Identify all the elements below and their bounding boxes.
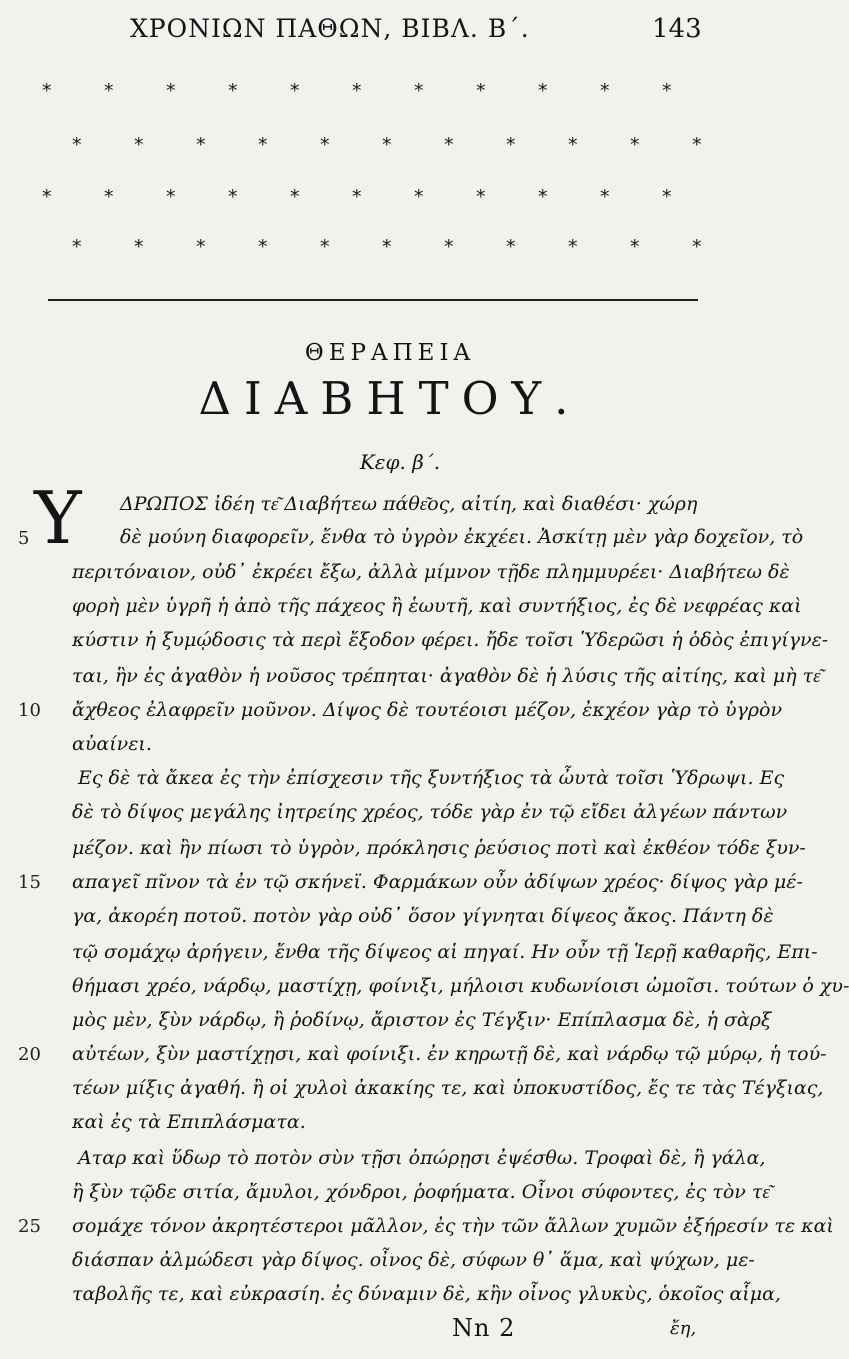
line-number: 5	[18, 528, 30, 549]
star-ornament: *	[290, 80, 300, 102]
text-line: τῷ σομάχῳ ἀρήγειν, ἔνθα τῆς δίψεος αἱ πηγαί. Ην οὖν τῇ Ἱερῇ καθαρῆς, Επι-	[72, 941, 818, 963]
text-line: απαγεῖ πῖνον τὰ ἐν τῷ σκήνεϊ. Φαρμάκων οὖν ἀδίψων χρέος· δίψος γὰρ μέ-	[72, 871, 803, 893]
star-ornament: *	[320, 134, 330, 156]
star-ornament: *	[134, 236, 144, 258]
star-ornament: *	[290, 186, 300, 208]
text-line: περιτόναιον, οὐδ᾽ ἐκρέει ἔξω, ἀλλὰ μίμνον τῇδε πλημμυρέει· Διαβήτεω δὲ	[72, 561, 790, 583]
drop-capital: Υ	[34, 476, 82, 560]
star-ornament: *	[166, 80, 176, 102]
star-ornament: *	[166, 186, 176, 208]
star-ornament: *	[444, 236, 454, 258]
star-ornament: *	[568, 236, 578, 258]
text-line: γα, ἀκορέη ποτοῦ. ποτὸν γὰρ οὐδ᾽ ὅσον γίγνηται δίψεος ἄκος. Πάντη δὲ	[72, 905, 774, 927]
text-line: Ες δὲ τὰ ἄκεα ἐς τὴν ἐπίσχεσιν τῆς ξυντήξιος τὰ ὦυτὰ τοῖσι Ὑδρωψι. Ες	[78, 767, 785, 789]
star-ornament: *	[538, 186, 548, 208]
page-number: 143	[652, 14, 702, 44]
star-ornament: *	[662, 186, 672, 208]
star-ornament: *	[228, 186, 238, 208]
star-ornament: *	[382, 236, 392, 258]
star-ornament: *	[568, 134, 578, 156]
star-ornament: *	[42, 80, 52, 102]
star-ornament: *	[196, 236, 206, 258]
star-ornament: *	[320, 236, 330, 258]
running-head: ΧΡΟΝΙΩΝ ΠΑΘΩΝ, ΒΙΒΛ. Β΄.	[130, 14, 530, 43]
star-ornament: *	[476, 186, 486, 208]
star-ornament: *	[196, 134, 206, 156]
horizontal-rule	[48, 299, 698, 301]
text-line: ται, ἣν ἐς ἀγαθὸν ἡ νοῦσος τρέπηται· ἀγαθὸν δὲ ἡ λύσις τῆς αἰτίης, καὶ μὴ τε͂	[72, 665, 821, 687]
section-heading-large: ΔΙΑΒΗΤΟΥ.	[198, 372, 582, 425]
star-ornament: *	[630, 236, 640, 258]
text-line: αὐτέων, ξὺν μαστίχῃσι, καὶ φοίνιξι. ἐν κηρωτῇ δὲ, καὶ νάρδῳ τῷ μύρῳ, ἡ τού-	[72, 1043, 827, 1065]
star-ornament: *	[506, 236, 516, 258]
chapter-label: Κεφ. β΄.	[359, 450, 441, 474]
text-line: Αταρ καὶ ὕδωρ τὸ ποτὸν σὺν τῇσι ὀπώρῃσι ἐψέσθω. Τροφαὶ δὲ, ἢ γάλα,	[78, 1147, 766, 1169]
star-ornament: *	[134, 134, 144, 156]
text-line: δὲ τὸ δίψος μεγάλης ἰητρείης χρέος, τόδε γὰρ ἐν τῷ εἴδει ἀλγέων πάντων	[72, 801, 788, 823]
star-ornament: *	[258, 134, 268, 156]
star-ornament: *	[476, 80, 486, 102]
star-ornament: *	[444, 134, 454, 156]
star-ornament: *	[692, 134, 702, 156]
text-line: τέων μίξις ἀγαθή. ἢ οἱ χυλοὶ ἀκακίης τε, καὶ ὑποκυστίδος, ἔς τε τὰς Τέγξιας,	[72, 1077, 824, 1099]
text-line: θήμασι χρέο, νάρδῳ, μαστίχῃ, φοίνιξι, μήλοισι κυδωνίοισι ὠμοῖσι. τούτων ὁ χυ-	[72, 975, 849, 997]
star-ornament: *	[600, 186, 610, 208]
catchword: ἔη,	[670, 1318, 697, 1339]
star-ornament: *	[630, 134, 640, 156]
text-line: μὸς μὲν, ξὺν νάρδῳ, ἢ ῥοδίνῳ, ἄριστον ἐς Τέγξιν· Επίπλασμα δὲ, ἡ σὰρξ	[72, 1009, 772, 1031]
star-ornament: *	[414, 80, 424, 102]
star-ornament: *	[692, 236, 702, 258]
star-ornament: *	[104, 80, 114, 102]
text-line: σομάχε τόνον ἀκρητέστεροι μᾶλλον, ἐς τὴν τῶν ἄλλων χυμῶν ἐξήρεσίν τε καὶ	[72, 1215, 834, 1237]
line-number: 10	[18, 700, 41, 721]
star-ornament: *	[662, 80, 672, 102]
ornamental-star-rows	[0, 0, 800, 280]
section-heading-small: ΘΕΡΑΠΕΙΑ	[304, 340, 476, 366]
star-ornament: *	[228, 80, 238, 102]
text-line: ΔΡΩΠΟΣ ἰδέη τε͂ Διαβήτεω πάθε͂ος, αἰτίη, καὶ διαθέσι· χώρη	[120, 493, 698, 515]
line-number: 20	[18, 1044, 41, 1065]
line-number: 25	[18, 1216, 41, 1237]
star-ornament: *	[72, 236, 82, 258]
star-ornament: *	[42, 186, 52, 208]
star-ornament: *	[258, 236, 268, 258]
star-ornament: *	[600, 80, 610, 102]
text-line: καὶ ἐς τὰ Επιπλάσματα.	[72, 1111, 306, 1133]
text-line: κύστιν ἡ ξυμῴδοσις τὰ περὶ ἔξοδον φέρει. ἤδε τοῖσι Ὑδερῶσι ἡ ὁδὸς ἐπιγίγνε-	[72, 629, 829, 651]
line-number: 15	[18, 872, 41, 893]
star-ornament: *	[352, 186, 362, 208]
text-line: φορὴ μὲν ὑγρῆ ἡ ἀπὸ τῆς πάχεος ἢ ἑωυτῆ, καὶ συντήξιος, ἐς δὲ νεφρέας καὶ	[72, 595, 802, 617]
star-ornament: *	[382, 134, 392, 156]
text-line: διάσπαν ἀλμώδεσι γὰρ δίψος. οἶνος δὲ, σύφων θ᾽ ἅμα, καὶ ψύχων, με-	[72, 1249, 755, 1271]
star-ornament: *	[104, 186, 114, 208]
star-ornament: *	[72, 134, 82, 156]
star-ornament: *	[538, 80, 548, 102]
text-line: μέζον. καὶ ἢν πίωσι τὸ ὑγρὸν, πρόκλησις ῥεύσιος ποτὶ καὶ ἐκθέον τόδε ξυν-	[72, 837, 806, 859]
signature-mark: Nn 2	[452, 1314, 516, 1342]
star-ornament: *	[414, 186, 424, 208]
text-line: ἢ ξὺν τῷδε σιτία, ἄμυλοι, χόνδροι, ῥοφήματα. Οἶνοι σύφοντες, ἐς τὸν τε͂	[72, 1181, 770, 1203]
star-ornament: *	[506, 134, 516, 156]
text-line: δὲ μούνη διαφορεῖν, ἔνθα τὸ ὑγρὸν ἐκχέει. Ἀσκίτῃ μὲν γὰρ δοχεῖον, τὸ	[120, 526, 804, 548]
star-ornament: *	[352, 80, 362, 102]
text-line: ταβολῆς τε, καὶ εὐκρασίη. ἐς δύναμιν δὲ, κἢν οἶνος γλυκὺς, ὁκοῖος αἷμα,	[72, 1283, 781, 1305]
text-line: αὐαίνει.	[72, 733, 152, 755]
text-line: ἄχθεος ἐλαφρεῖν μοῦνον. Δίψος δὲ τουτέοισι μέζον, ἐκχέον γὰρ τὸ ὑγρὸν	[72, 699, 783, 721]
